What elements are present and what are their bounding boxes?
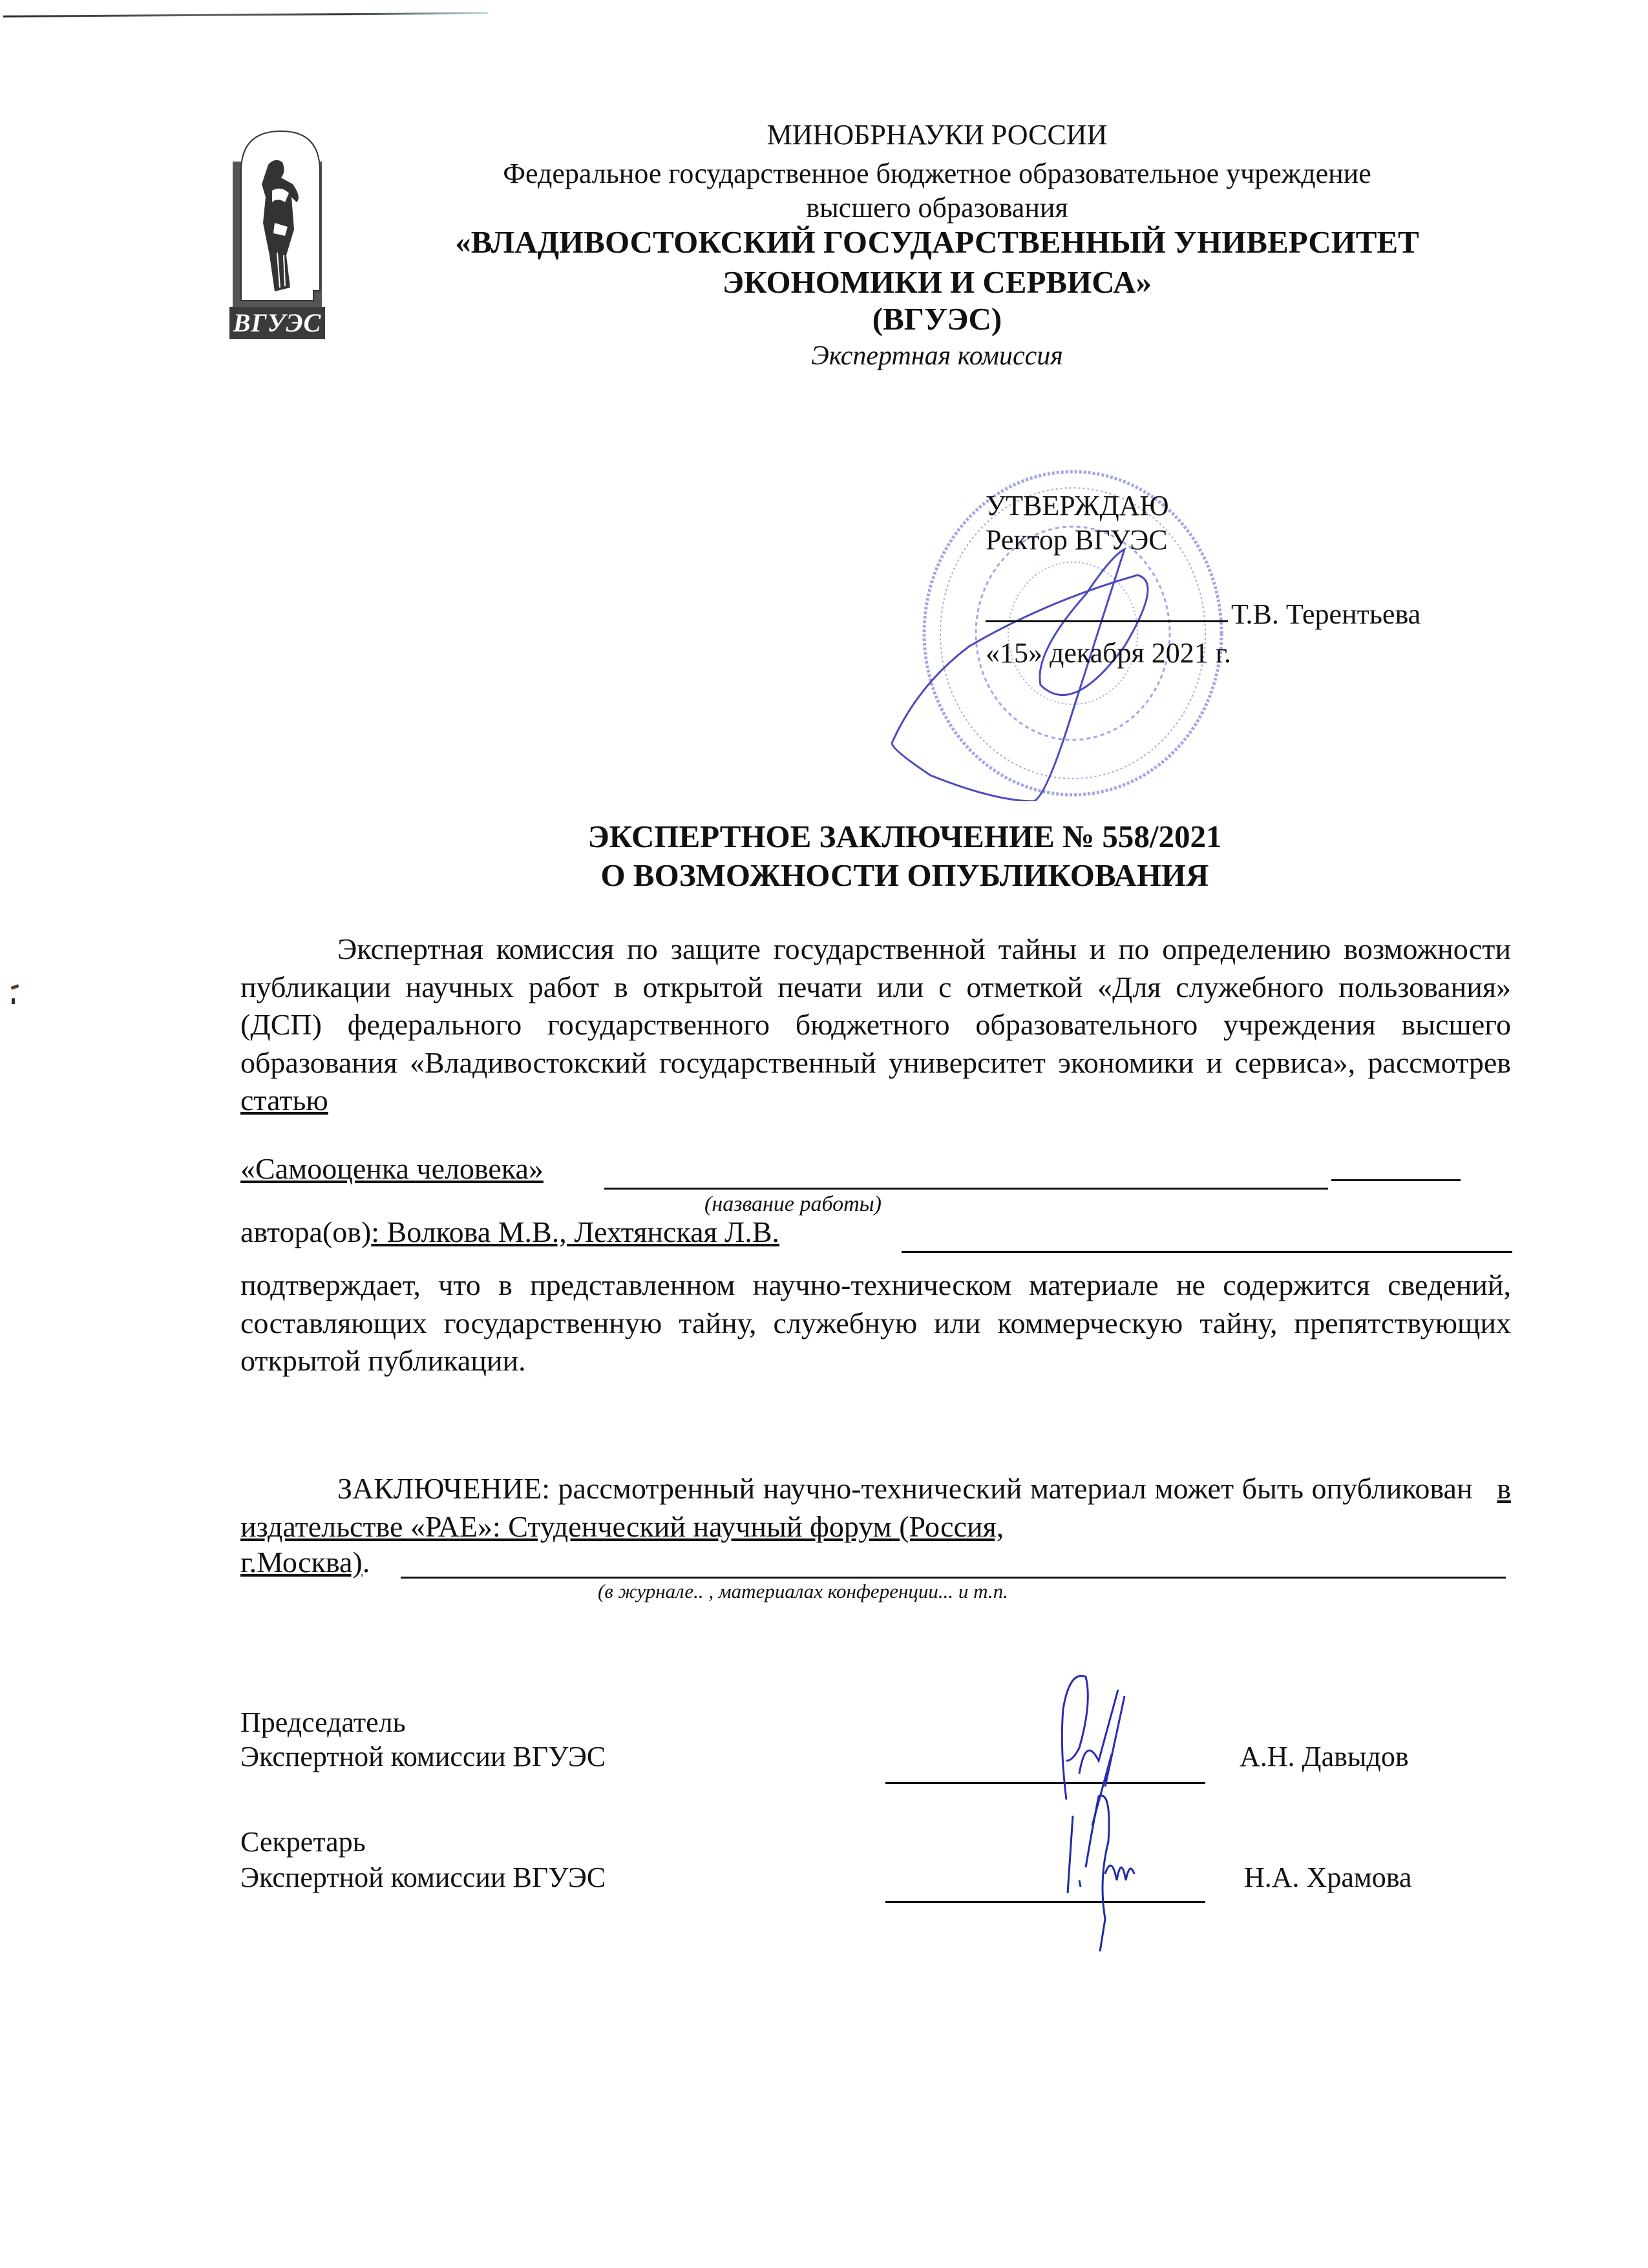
chairman-role: Председатель bbox=[240, 1706, 406, 1738]
secretary-role: Секретарь bbox=[240, 1826, 366, 1858]
institution-type-line2: высшего образования bbox=[806, 192, 1068, 224]
rector-signature-line bbox=[986, 620, 1228, 622]
rector-name: Т.В. Терентьева bbox=[1231, 598, 1421, 630]
commission-subtitle: Экспертная комиссия bbox=[811, 341, 1063, 371]
conclusion-venue: в издательстве «РАЕ»: Студенческий научный форум (Россия, bbox=[240, 1472, 1512, 1543]
approval-date: «15» декабря 2021 г. bbox=[986, 637, 1231, 669]
institution-type-line1: Федеральное государственное бюджетное образовательное учреждение bbox=[503, 158, 1371, 189]
university-abbreviation: (ВГУЭС) bbox=[872, 301, 1002, 337]
intro-text: Экспертная комиссия по защите государственной тайны и по определению возможности публикации научных работ в открытой печати или с отметкой «Для служебного пользования» (ДСП) федерального государственного бюджетного образовательного учреждения высшего образования «Владивостокский государственный университет экономики и сервиса», рассмотрев bbox=[240, 932, 1511, 1079]
university-logo-text: ВГУЭС bbox=[229, 307, 325, 339]
authors-label: автора(ов) bbox=[240, 1215, 372, 1248]
chairman-name: А.Н. Давыдов bbox=[1240, 1741, 1409, 1772]
work-type: статью bbox=[240, 1084, 328, 1117]
conclusion-city: г.Москва) bbox=[240, 1546, 363, 1579]
document-title: ЭКСПЕРТНОЕ ЗАКЛЮЧЕНИЕ № 558/2021 bbox=[587, 819, 1222, 854]
secretary-signature bbox=[1060, 1790, 1150, 1958]
conclusion-paragraph bbox=[240, 1470, 1511, 1546]
secretary-name: Н.А. Храмова bbox=[1244, 1862, 1412, 1893]
scan-artifact-mark bbox=[12, 998, 15, 1004]
ministry-heading: МИНОБРНАУКИ РОССИИ bbox=[766, 119, 1108, 151]
confirmation-paragraph: подтверждает, что в представленном научно-техническом материале не содержится сведений, составляющих государственную тайну, служебную или коммерческую тайну, препятствующих открытой публикации. bbox=[240, 1268, 1511, 1377]
chairman-signature-line bbox=[885, 1782, 1205, 1784]
venue-fill-line bbox=[401, 1577, 1506, 1579]
conclusion-prefix: ЗАКЛЮЧЕНИЕ: рассмотренный научно-технический материал может быть опубликован bbox=[337, 1472, 1473, 1505]
authors-fill-line bbox=[902, 1251, 1512, 1253]
conclusion-end: . bbox=[362, 1546, 370, 1579]
work-title-hint: (название работы) bbox=[704, 1192, 882, 1216]
university-name-line2: ЭКОНОМИКИ И СЕРВИСА» bbox=[722, 264, 1152, 300]
venue-hint: (в журнале.. , материалах конференции... и т.п. bbox=[598, 1580, 1008, 1602]
intro-paragraph bbox=[240, 930, 1511, 1120]
document-subtitle: О ВОЗМОЖНОСТИ ОПУБЛИКОВАНИЯ bbox=[600, 857, 1209, 893]
approve-label: УТВЕРЖДАЮ bbox=[986, 490, 1169, 521]
work-title-fill-line-2 bbox=[1331, 1179, 1461, 1181]
scan-artifact-mark bbox=[11, 984, 19, 990]
university-name-line1: «ВЛАДИВОСТОКСКИЙ ГОСУДАРСТВЕННЫЙ УНИВЕРСИТЕТ bbox=[455, 224, 1419, 260]
authors-names: : Волкова М.В., Лехтянская Л.В. bbox=[371, 1215, 780, 1248]
work-title-fill-line bbox=[604, 1188, 1328, 1190]
scan-edge-line bbox=[3, 12, 488, 17]
conclusion-city-row bbox=[240, 1545, 370, 1579]
secretary-signature-line bbox=[885, 1901, 1205, 1903]
authors-row bbox=[240, 1215, 779, 1249]
chairman-commission: Экспертной комиссии ВГУЭС bbox=[240, 1741, 606, 1772]
work-title: «Самооценка человека» bbox=[240, 1152, 544, 1185]
secretary-commission: Экспертной комиссии ВГУЭС bbox=[240, 1862, 606, 1893]
rector-position: Ректор ВГУЭС bbox=[986, 524, 1168, 556]
